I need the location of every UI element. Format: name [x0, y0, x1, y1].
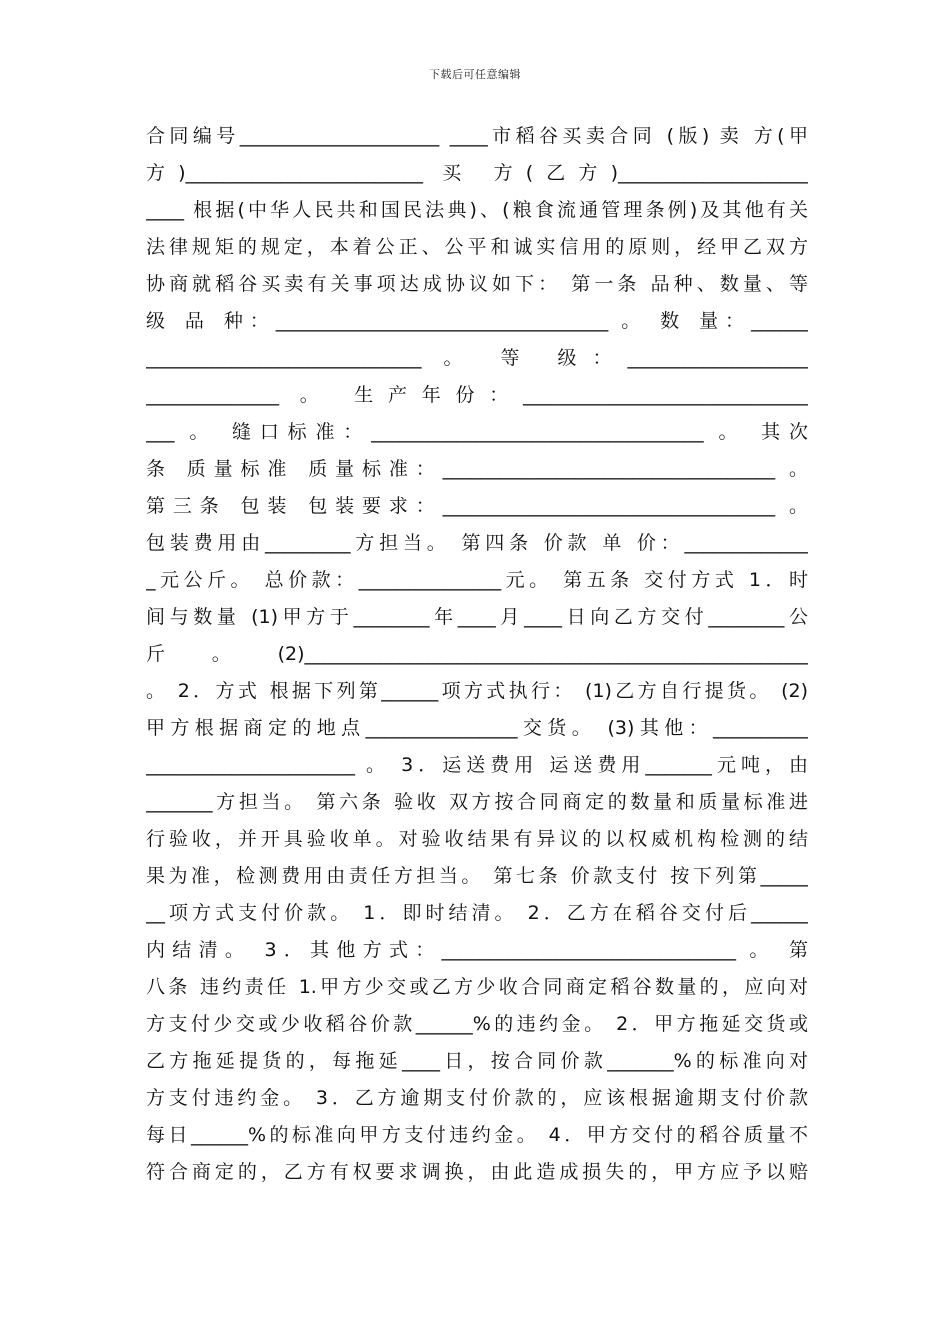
- text-line: _______方担当。 第六条 验收 双方按合同商定的数量和质量标准进: [146, 791, 808, 813]
- text-line: 八条 违约责任 1.甲方少交或乙方少收合同商定稻谷数量的，应向对: [146, 976, 808, 998]
- text-line: 协商就稻谷买卖有关事项达成协议如下： 第一条 品种、数量、等: [146, 273, 808, 295]
- text-line: 。 2．方式 根据下列第______项方式执行： (1)乙方自行提货。 (2): [146, 680, 808, 702]
- text-line: 每日______%的标准向甲方支付违约金。 4．甲方交付的稻谷质量不: [146, 1124, 808, 1146]
- text-line: 果为准，检测费用由责任方担当。 第七条 价款支付 按下列第_____: [146, 865, 808, 887]
- text-line: 级 品 种：___________________________________ 。 数 量：______: [146, 310, 808, 332]
- text-line: 合同编号_____________________ ____市稻谷买卖合同 (版) 卖 方(甲: [146, 125, 808, 147]
- text-line: ___ 。 缝口标准：___________________________________ 。 其次: [146, 421, 808, 443]
- text-line: ____ 根据(中华人民共和国民法典)、(粮食流通管理条例)及其他有关: [146, 199, 808, 221]
- text-line: 内结清。 3．其他方式：_______________________________ 。 第: [146, 939, 808, 961]
- text-line: 包装费用由_________方担当。 第四条 价款 单 价：_____________: [146, 532, 808, 554]
- text-line: _____________________________ 。 等 级：___________________: [146, 347, 808, 369]
- text-line: 行验收，并开具验收单。对验收结果有异议的以权威机构检测的结: [146, 828, 808, 850]
- text-line: 乙方拖延提货的，每拖延____日，按合同价款_______%的标准向对: [146, 1050, 808, 1072]
- contract-body: [146, 118, 808, 1191]
- text-line: __项方式支付价款。 1．即时结清。 2．乙方在稻谷交付后______: [146, 902, 808, 924]
- text-line: 方)_________________________ 买 方(乙方)____________________: [146, 162, 808, 184]
- text-line: 符合商定的，乙方有权要求调换，由此造成损失的，甲方应予以赔: [146, 1161, 808, 1183]
- text-line: 方支付违约金。 3．乙方逾期支付价款的，应该根据逾期支付价款: [146, 1087, 808, 1109]
- text-line: _元公斤。 总价款：_______________元。 第五条 交付方式 1．时: [146, 569, 808, 591]
- text-line: 条 质量标准 质量标准：___________________________________ 。: [146, 458, 808, 480]
- text-line: 法律规矩的规定，本着公正、公平和诚实信用的原则，经甲乙双方: [146, 236, 808, 258]
- text-line: ______________________ 。 3．运送费用 运送费用_______元吨，由: [146, 754, 808, 776]
- text-line: 斤 。 (2)_____________________________________________________: [146, 643, 808, 665]
- text-line: 甲方根据商定的地点________________交货。 (3)其他：__________: [146, 717, 808, 739]
- page-header: 下载后可任意编辑: [429, 68, 521, 81]
- text-line: 方支付少交或少收稻谷价款______%的违约金。 2．甲方拖延交货或: [146, 1013, 808, 1035]
- text-line: 第三条 包装 包装要求：___________________________________ 。: [146, 495, 808, 517]
- text-line: ______________ 。 生产年份：______________________________: [146, 384, 808, 406]
- text-line: 间与数量 (1)甲方于________年____月____日向乙方交付________公: [146, 606, 808, 628]
